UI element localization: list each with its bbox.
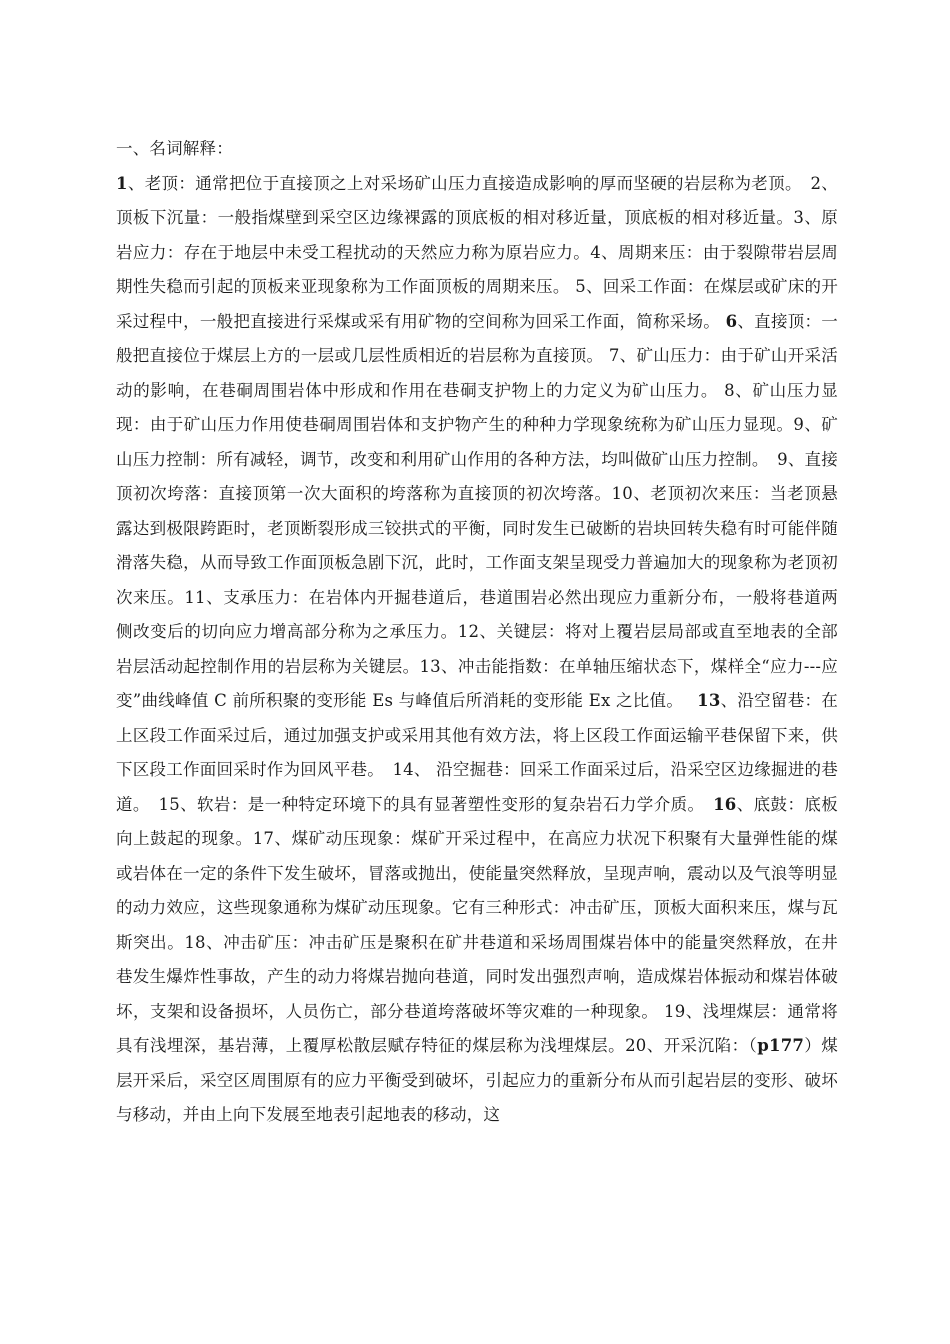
definitions-text-4: 、底鼓：底板向上鼓起的现象。17、煤矿动压现象：煤矿开采过程中，在高应力状况下积聚有大量弹性能的煤或岩体在一定的条件下发生破坏，冒落或抛出，使能量突然释放，呈现声响，震动以及气浪等明显的动力效应，这些现象通称为煤矿动压现象。它有三种形式：冲击矿压，顶板大面积来压，煤与瓦斯突出。18、冲击矿压：冲击矿压是聚积在矿井巷道和采场周围煤岩体中的能量突然释放，在井巷发生爆炸性事故，产生的动力将煤岩抛向巷道，同时发出强烈声响，造成煤岩体振动和煤岩体破坏，支架和设备损坏，人员伤亡，部分巷道垮落破坏等灾难的一种现象。 19、浅埋煤层：通常将具有浅埋深，基岩薄，上覆厚松散层赋存特征的煤层称为浅埋煤层。20、开采沉陷：（ [116, 794, 838, 1055]
definitions-text-5: ）煤层开采后，采空区周围原有的应力平衡受到破坏，引起应力的重新分布从而引起岩层的变形、破坏与移动，并由上向下发展至地表引起地表的移动，这 [116, 1036, 839, 1124]
term-number-13: 13 [697, 691, 721, 710]
term-number-16: 16 [713, 794, 737, 814]
definitions-text-1: 、老顶：通常把位于直接顶之上对采场矿山压力直接造成影响的厚而坚硬的岩层称为老顶。 2、顶板下沉量：一般指煤壁到采空区边缘裸露的顶底板的相对移近量，顶底板的相对移近量。3、原岩应力：存在于地层中未受工程扰动的天然应力称为原岩应力。4、周期来压：由于裂隙带岩层周期性失稳而引起的顶板来亚现象称为工作面顶板的周期来压。 5、回采工作面：在煤层或矿床的开采过程中，一般把直接进行采煤或采有用矿物的空间称为回采工作面，简称采场。 [116, 173, 838, 331]
section-title: 一、名词解释： [116, 139, 233, 158]
definitions-paragraph [116, 167, 838, 1133]
definitions-text-2: 、直接顶：一般把直接位于煤层上方的一层或几层性质相近的岩层称为直接顶。 7、矿山压力：由于矿山开采活动的影响，在巷硐周围岩体中形成和作用在巷硐支护物上的力定义为矿山压力。 8、矿山压力显现：由于矿山压力作用使巷硐周围岩体和支护物产生的种种力学现象统称为矿山压力显现。9、矿山压力控制：所有减轻，调节，改变和利用矿山作用的各种方法，均叫做矿山压力控制。 9、直接顶初次垮落：直接顶第一次大面积的垮落称为直接顶的初次垮落。10、老顶初次来压：当老顶悬露达到极限跨距时，老顶断裂形成三铰拱式的平衡，同时发生已破断的岩块回转失稳有时可能伴随滑落失稳，从而导致工作面顶板急剧下沉，此时，工作面支架呈现受力普遍加大的现象称为老顶初次来压。11、支承压力：在岩体内开掘巷道后，巷道围岩必然出现应力重新分布，一般将巷道两侧改变后的切向应力增高部分称为之承压力。12、关键层：将对上覆岩层局部或直至地表的全部岩层活动起控制作用的岩层称为关键层。13、冲击能指数：在单轴压缩状态下，煤样全“应力---应变”曲线峰值 C 前所积聚的变形能 Es 与峰值后所消耗的变形能 Ex 之比值。 [116, 311, 838, 710]
document-content [116, 132, 838, 1133]
page-reference: p177 [757, 1036, 805, 1055]
term-number-6: 6 [725, 311, 738, 331]
term-number-1: 1 [116, 173, 128, 193]
definitions-text-3: 、沿空留巷：在上区段工作面采过后，通过加强支护或采用其他有效方法，将上区段工作面运输平巷保留下来，供下区段工作面回采时作为回风平巷。 14、 沿空掘巷：回采工作面采过后，沿采空区边缘掘进的巷道。 15、软岩：是一种特定环境下的具有显著塑性变形的复杂岩石力学介质。 [116, 691, 838, 814]
